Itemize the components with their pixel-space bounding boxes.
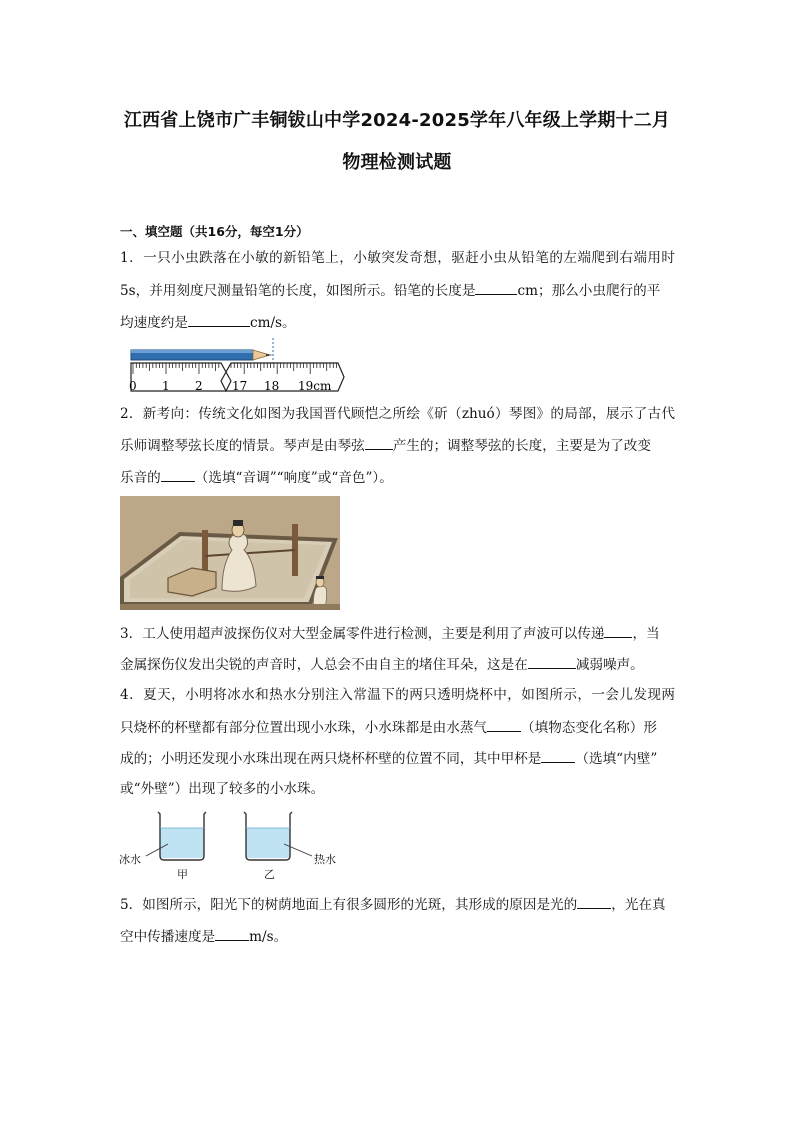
label-jia: 甲 [177,868,188,881]
q2-line1: 2．新考向：传统文化如图为我国晋代顾恺之所绘《斫（zhuó）琴图》的局部，展示了古代 [120,406,675,422]
q1-line1: 1．一只小虫跌落在小敏的新铅笔上，小敏突发奇想，驱赶小虫从铅笔的左端爬到右端用时 [120,250,675,266]
q5-text-c: 空中传播速度是 [120,929,216,945]
q2-text-c: 乐音的 [120,470,161,486]
ruler-body [131,363,226,391]
doc-title-line1: 江西省上饶市广丰铜钹山中学2024-2025学年八年级上学期十二月 [123,110,671,131]
q5-text-b: ，光在真 [611,897,666,913]
section-header-fill-blank: 一、填空题（共16分，每空1分） [120,224,309,239]
q4-line4: 或“外壁”）出现了较多的小水珠。 [120,781,325,797]
q5-blank-speed[interactable] [215,928,249,941]
q3-line1 [120,625,675,642]
ruler-label-2: 2 [195,379,203,393]
label-yi: 乙 [264,868,275,881]
q4-line3 [120,750,675,767]
q4-line1: 4．夏天，小明将冰水和热水分别注入常温下的两只透明烧杯中，如图所示，一会儿发现两 [120,687,675,703]
ruler-label-0: 0 [129,379,137,393]
q3-text-d: 减弱噪声。 [575,657,644,673]
q4-text-a: 只烧杯的杯壁都有部分位置出现小水珠，小水珠都是由水蒸气 [120,720,488,736]
q4-text-b: （填物态变化名称）形 [521,720,657,736]
q1-line3 [120,314,675,331]
q3-blank-where[interactable] [528,656,576,669]
zhuoqin-painting-image [120,496,340,610]
q3-line2 [120,656,675,673]
q4-text-d: （选填“内壁” [575,751,658,767]
ruler-label-19cm: 19cm [298,379,332,393]
q2-blank-property[interactable] [161,469,195,482]
label-hot-water: 热水 [314,853,336,866]
q5-line2 [120,928,675,945]
label-ice-water: 冰水 [119,853,141,866]
q4-line2 [120,719,675,736]
q2-blank-vibration[interactable] [365,437,393,450]
q1-blank-speed[interactable] [188,314,250,327]
q3-text-c: 金属探伤仪发出尖锐的声音时，人总会不由自主的堵住耳朵，这是在 [120,657,528,673]
q1-text-d: cm/s。 [249,315,296,331]
beakers-figure [118,808,348,880]
ruler-label-1: 1 [162,379,170,393]
q3-blank-carry[interactable] [604,625,632,638]
q4-blank-change[interactable] [487,719,521,732]
q3-text-b: ，当 [632,626,660,642]
ruler-label-17: 17 [232,379,248,393]
ruler-label-18: 18 [264,379,280,393]
beaker-jia [158,812,206,860]
q1-blank-length[interactable] [475,282,517,295]
q1-text-c: 均速度约是 [120,315,188,331]
q2-text-a: 乐师调整琴弦长度的情景。琴声是由琴弦 [120,438,365,454]
q5-text-d: m/s。 [249,929,288,945]
q1-text-a: 5s，并用刻度尺测量铅笔的长度，如图所示。铅笔的长度是 [120,283,476,299]
q2-line3 [120,469,675,486]
q5-text-a: 5．如图所示，阳光下的树荫地面上有很多圆形的光斑，其形成的原因是光的 [120,897,578,913]
q5-blank-reason[interactable] [577,896,611,909]
ruler-pencil-figure [118,336,346,398]
q3-text-a: 3．工人使用超声波探伤仪对大型金属零件进行检测，主要是利用了声波可以传递 [120,626,605,642]
q1-text-b: cm；那么小虫爬行的平 [517,283,661,299]
q4-text-c: 成的；小明还发现小水珠出现在两只烧杯杯壁的位置不同，其中甲杯是 [120,751,542,767]
q2-text-b: 产生的；调整琴弦的长度，主要是为了改变 [392,438,651,454]
q2-text-d: （选填“音调”“响度”或“音色”）。 [194,470,393,486]
q5-line1 [120,896,675,913]
beaker-yi [244,812,292,860]
q2-line2 [120,437,675,454]
q1-line2 [120,282,675,299]
doc-title-line2: 物理检测试题 [342,152,452,173]
q4-blank-wall[interactable] [541,750,575,763]
